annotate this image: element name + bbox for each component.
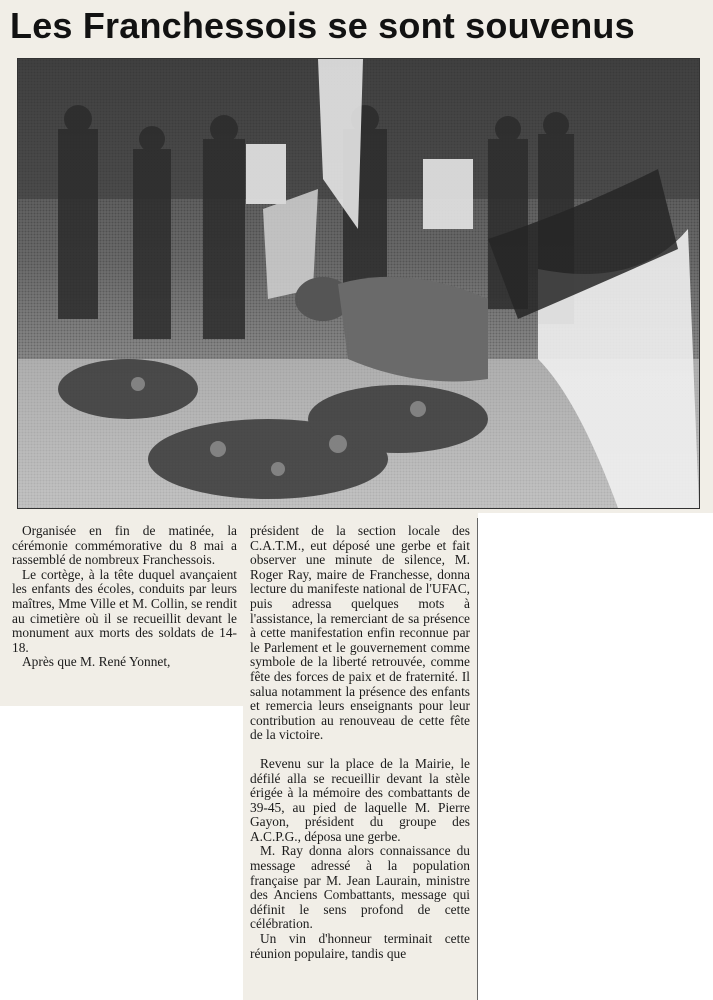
paragraph: président de la section locale des C.A.T.M., eut déposé une gerbe et fait observer une minute de silence, M. Roger Ray, maire de Franchesse, donna lecture du manifeste national de l'UFAC, puis adressa quelques mots à l'assistance, la remerciant de sa présence à cette manifestation enfin reconnue par le Parlement et le gouvernement comme symbole de la liberté retrouvée, comme fête des forces de paix et de fraternité. Il salua notamment la présence des enfants et remercia leurs enseignants pour leur contribution au renouveau de cette fête de la victoire. <box>250 523 470 743</box>
paragraph: M. Ray donna alors connaissance du message adressé à la population française par M. Jean Laurain, ministre des Anciens Combattants, message qui définit le sens profond de cette célébration. <box>250 843 470 932</box>
column-divider <box>477 518 478 1000</box>
photo-scene <box>18 59 699 508</box>
paragraph: Après que M. René Yonnet, <box>22 654 171 670</box>
paragraph: Le cortège, à la tête duquel avançaient les enfants des écoles, conduits par leurs maîtres, Mme Ville et M. Collin, se rendit au cimetière où il se recueillit devant le monument aux morts des soldats de 14-18. <box>12 566 237 655</box>
paragraph: Organisée en fin de matinée, la cérémonie commémorative du 8 mai a rassemblé de nombreux Franchessois. <box>12 523 237 568</box>
text-column-1 <box>12 524 237 670</box>
flag-pole-white <box>318 59 363 229</box>
headline: Les Franchessois se sont souvenus <box>10 5 635 46</box>
ceremony-photo <box>17 58 700 509</box>
paragraph: Un vin d'honneur terminait cette réunion populaire, tandis que <box>250 931 470 961</box>
paragraph: Revenu sur la place de la Mairie, le défilé alla se recueillir devant la stèle érigée à la mémoire des combattants de 39-45, au pied de laquelle M. Pierre Gayon, président du groupe des A.C.P.G., déposa une gerbe. <box>250 755 470 844</box>
text-column-2 <box>250 524 470 961</box>
